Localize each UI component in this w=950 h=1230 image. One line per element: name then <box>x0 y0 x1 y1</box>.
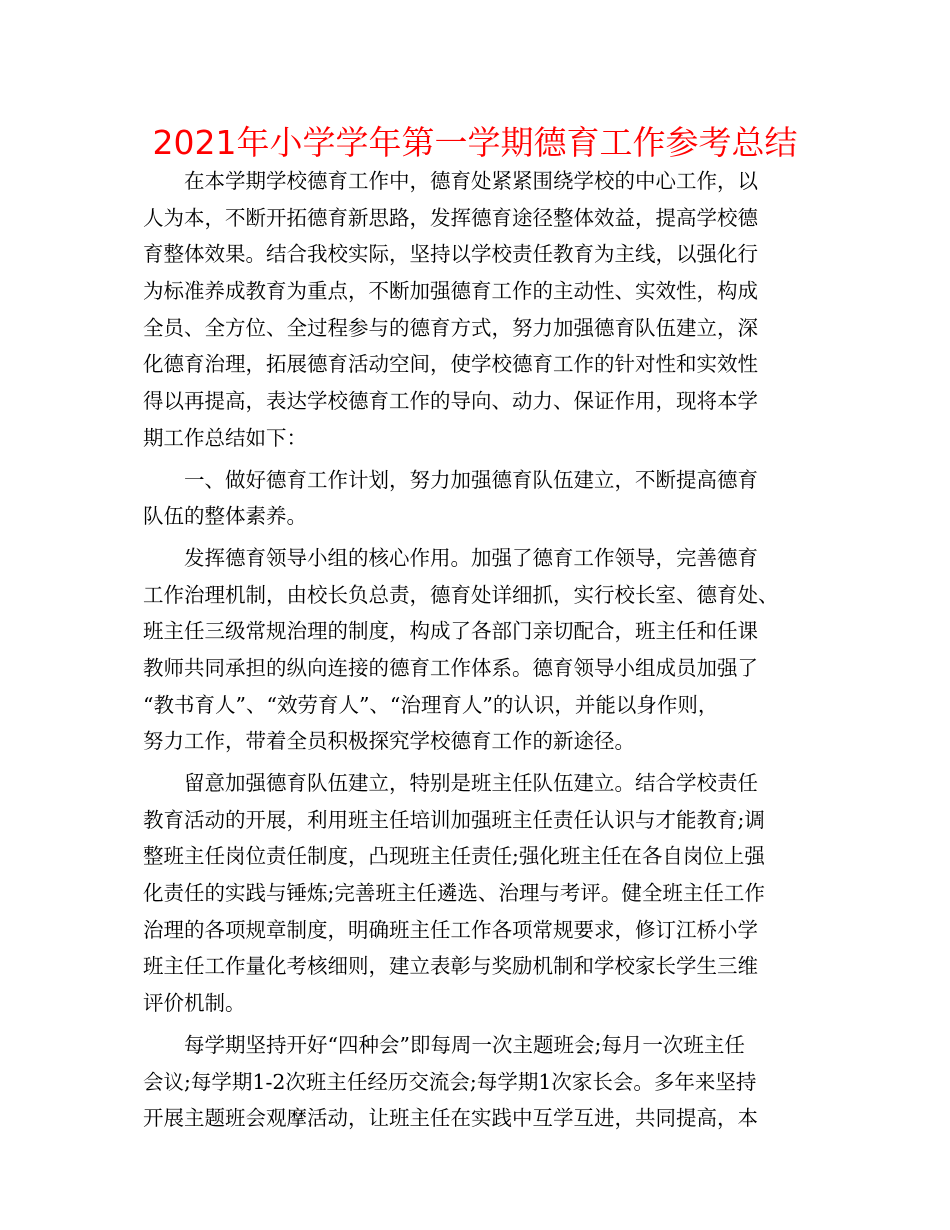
text-line: 期工作总结如下： <box>143 425 307 450</box>
text-line: 班主任工作量化考核细则，建立表彰与奖励机制和学校家长学生三维 <box>143 954 758 979</box>
text-line: 评价机制。 <box>143 991 246 1016</box>
text-line: 每学期坚持开好“四种会”即每周一次主题班会;每月一次班主任 <box>143 1032 745 1057</box>
text-line: 治理的各项规章制度，明确班主任工作各项常规要求，修订江桥小学 <box>143 917 758 942</box>
text-line: 全员、全方位、全过程参与的德育方式，努力加强德育队伍建立，深 <box>143 315 758 340</box>
text-line: 得以再提高，表达学校德育工作的导向、动力、保证作用，现将本学 <box>143 389 758 414</box>
text-line: 努力工作，带着全员积极探究学校德育工作的新途径。 <box>143 729 635 754</box>
paragraph-team-building <box>143 765 813 1022</box>
paragraph-intro <box>143 163 813 457</box>
text-line: 化责任的实践与锤炼;完善班主任遴选、治理与考评。健全班主任工作 <box>143 881 765 906</box>
document-title: 2021年小学学年第一学期德育工作参考总结 <box>152 123 798 162</box>
text-line: 整班主任岗位责任制度，凸现班主任责任;强化班主任在各自岗位上强 <box>143 844 765 869</box>
text-line: 一、做好德育工作计划，努力加强德育队伍建立，不断提高德育 <box>143 467 758 492</box>
text-line: 会议;每学期1-2次班主任经历交流会;每学期1次家长会。多年来坚持 <box>143 1069 757 1094</box>
text-line: 化德育治理，拓展德育活动空间，使学校德育工作的针对性和实效性 <box>143 352 758 377</box>
text-line: 人为本，不断开拓德育新思路，发挥德育途径整体效益，提高学校德 <box>143 205 758 230</box>
text-line: 队伍的整体素养。 <box>143 504 307 529</box>
text-line: 工作治理机制，由校长负总责，德育处详细抓，实行校长室、德育处、 <box>143 582 779 607</box>
paragraph-section-heading <box>143 462 813 535</box>
paragraph-meetings <box>143 1027 813 1137</box>
document-body <box>143 163 813 1137</box>
text-line: 班主任三级常规治理的制度，构成了各部门亲切配合，班主任和任课 <box>143 619 758 644</box>
text-line: 为标准养成教育为重点，不断加强德育工作的主动性、实效性，构成 <box>143 279 758 304</box>
text-line: 育整体效果。结合我校实际，坚持以学校责任教育为主线，以强化行 <box>143 242 758 267</box>
text-line: 留意加强德育队伍建立，特别是班主任队伍建立。结合学校责任 <box>143 771 758 795</box>
text-line: “教书育人”、“效劳育人”、“治理育人”的认识，并能以身作则， <box>143 692 719 717</box>
text-line: 开展主题班会观摩活动，让班主任在实践中互学互进，共同提高，本 <box>143 1106 758 1131</box>
text-line: 发挥德育领导小组的核心作用。加强了德育工作领导，完善德育 <box>143 545 758 570</box>
paragraph-leadership <box>143 540 813 760</box>
text-line: 教师共同承担的纵向连接的德育工作体系。德育领导小组成员加强了 <box>143 655 758 680</box>
text-line: 在本学期学校德育工作中，德育处紧紧围绕学校的中心工作，以 <box>143 169 758 193</box>
text-line: 教育活动的开展，利用班主任培训加强班主任责任认识与才能教育;调 <box>143 807 765 832</box>
